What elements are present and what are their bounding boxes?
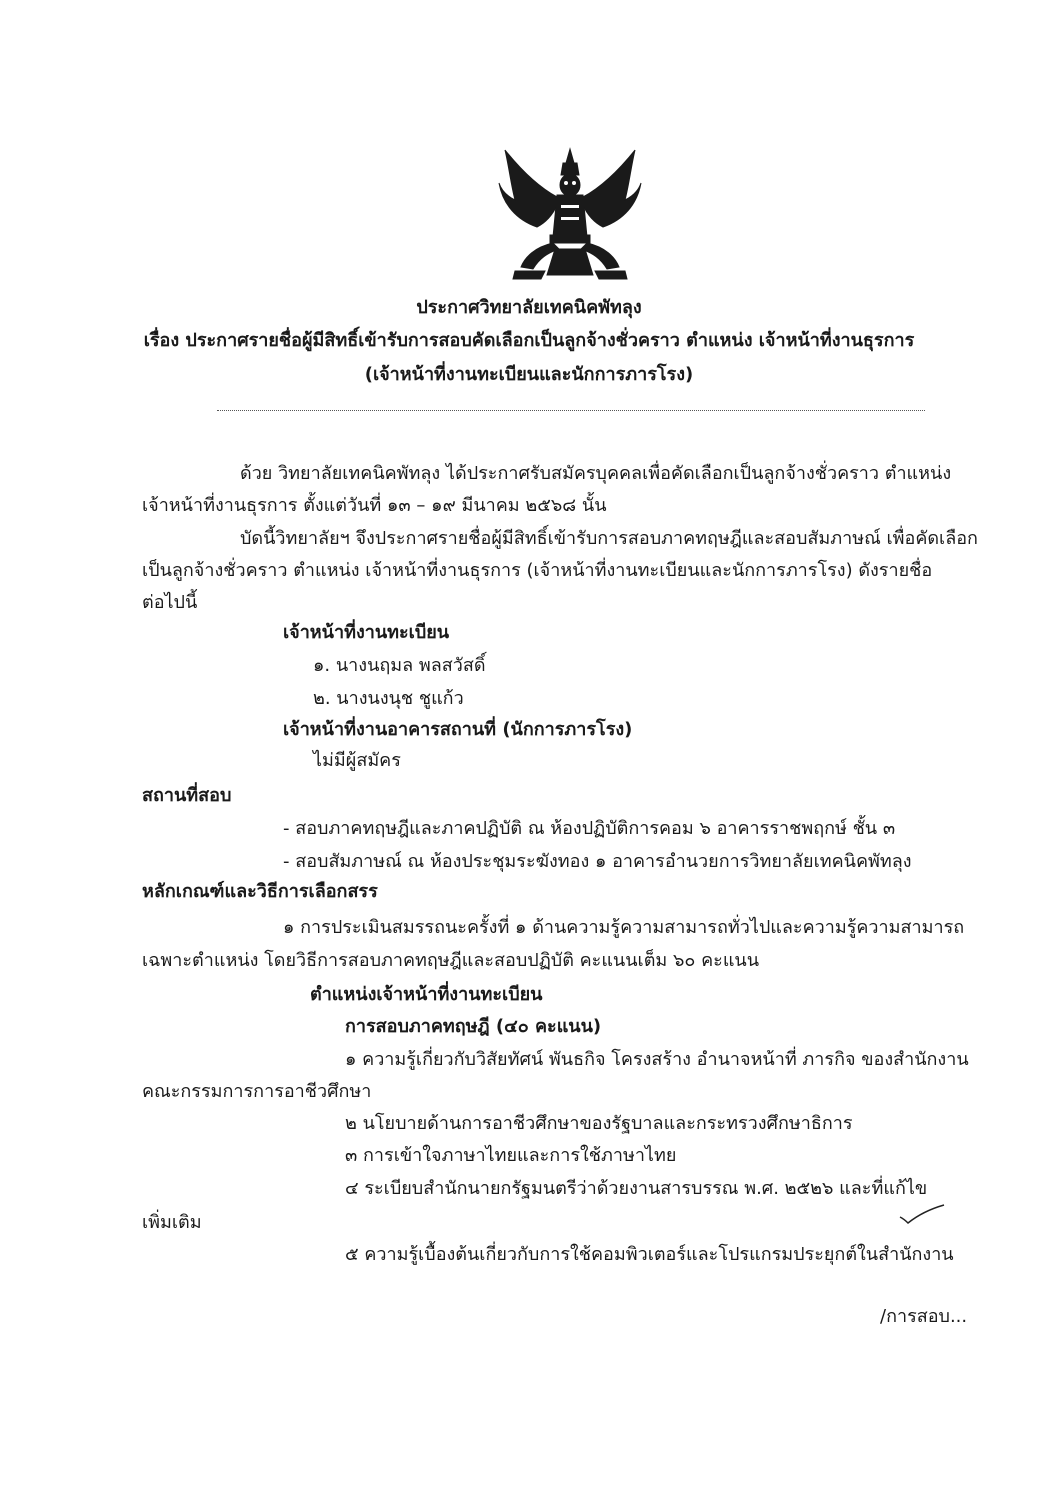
theory-topic-1-line-2: คณะกรรมการการอาชีวศึกษา — [142, 1081, 372, 1102]
criteria-paragraph-line-1: ๑ การประเมินสมรรถนะครั้งที่ ๑ ด้านความรู้ความสามารถทั่วไปและความรู้ความสามารถ — [283, 917, 965, 938]
theory-topic-3: ๓ การเข้าใจภาษาไทยและการใช้ภาษาไทย — [345, 1145, 677, 1166]
candidate-name: ๒. นางนงนุช ชูแก้ว — [313, 688, 464, 709]
page-continuation: /การสอบ... — [880, 1306, 968, 1327]
announcement-subject-positions: (เจ้าหน้าที่งานทะเบียนและนักการภารโรง) — [364, 364, 694, 385]
header-divider — [217, 410, 925, 411]
theory-topic-4-line-1: ๔ ระเบียบสำนักนายกรัฐมนตรีว่าด้วยงานสารบรรณ พ.ศ. ๒๕๒๖ และที่แก้ไข — [345, 1178, 928, 1199]
janitor-heading: เจ้าหน้าที่งานอาคารสถานที่ (นักการภารโรง) — [283, 719, 633, 740]
venue-item-theory: - สอบภาคทฤษฎีและภาคปฏิบัติ ณ ห้องปฏิบัติการคอม ๖ อาคารราชพฤกษ์ ชั้น ๓ — [283, 818, 896, 839]
candidate-name: ๑. นางนฤมล พลสวัสดิ์ — [313, 655, 486, 676]
announcement-title: ประกาศวิทยาลัยเทคนิคพัทลุง — [416, 297, 642, 318]
intro-paragraph-2-line-3: ต่อไปนี้ — [142, 592, 198, 613]
theory-exam-heading: การสอบภาคทฤษฎี (๔๐ คะแนน) — [345, 1016, 602, 1037]
intro-paragraph-2-line-2: เป็นลูกจ้างชั่วคราว ตำแหน่ง เจ้าหน้าที่งานธุรการ (เจ้าหน้าที่งานทะเบียนและนักการภารโรง) ดังรายชื่อ — [142, 560, 933, 581]
theory-topic-1-line-1: ๑ ความรู้เกี่ยวกับวิสัยทัศน์ พันธกิจ โครงสร้าง อำนาจหน้าที่ ภารกิจ ของสำนักงาน — [345, 1049, 969, 1070]
position-heading: ตำแหน่งเจ้าหน้าที่งานทะเบียน — [310, 984, 543, 1005]
theory-topic-4-line-2: เพิ่มเติม — [142, 1212, 202, 1233]
intro-paragraph-1-line-1: ด้วย วิทยาลัยเทคนิคพัทลุง ได้ประกาศรับสมัครบุคคลเพื่อคัดเลือกเป็นลูกจ้างชั่วคราว ตำแหน่ง — [240, 463, 952, 484]
no-applicant-text: ไม่มีผู้สมัคร — [313, 750, 401, 771]
criteria-paragraph-line-2: เฉพาะตำแหน่ง โดยวิธีการสอบภาคทฤษฎีและสอบปฏิบัติ คะแนนเต็ม ๖๐ คะแนน — [142, 950, 760, 971]
checkmark-icon — [898, 1203, 948, 1227]
announcement-subject: เรื่อง ประกาศรายชื่อผู้มีสิทธิ์เข้ารับการสอบคัดเลือกเป็นลูกจ้างชั่วคราว ตำแหน่ง เจ้าหน้าที่งานธุรการ — [143, 330, 915, 351]
venue-heading: สถานที่สอบ — [142, 785, 232, 806]
criteria-heading: หลักเกณฑ์และวิธีการเลือกสรร — [142, 881, 378, 902]
venue-item-interview: - สอบสัมภาษณ์ ณ ห้องประชุมระฆังทอง ๑ อาคารอำนวยการวิทยาลัยเทคนิคพัทลุง — [283, 851, 912, 872]
theory-topic-2: ๒ นโยบายด้านการอาชีวศึกษาของรัฐบาลและกระทรวงศึกษาธิการ — [345, 1113, 853, 1134]
intro-paragraph-2-line-1: บัดนี้วิทยาลัยฯ จึงประกาศรายชื่อผู้มีสิทธิ์เข้ารับการสอบภาคทฤษฎีและสอบสัมภาษณ์ เพื่อคัดเลือก — [240, 528, 978, 549]
intro-paragraph-1-line-2: เจ้าหน้าที่งานธุรการ ตั้งแต่วันที่ ๑๓ – ๑๙ มีนาคม ๒๕๖๘ นั้น — [142, 495, 607, 516]
theory-topic-5: ๕ ความรู้เบื้องต้นเกี่ยวกับการใช้คอมพิวเตอร์และโปรแกรมประยุกต์ในสำนักงาน — [345, 1244, 954, 1265]
garuda-emblem-icon — [495, 145, 645, 285]
registration-heading: เจ้าหน้าที่งานทะเบียน — [283, 622, 450, 643]
